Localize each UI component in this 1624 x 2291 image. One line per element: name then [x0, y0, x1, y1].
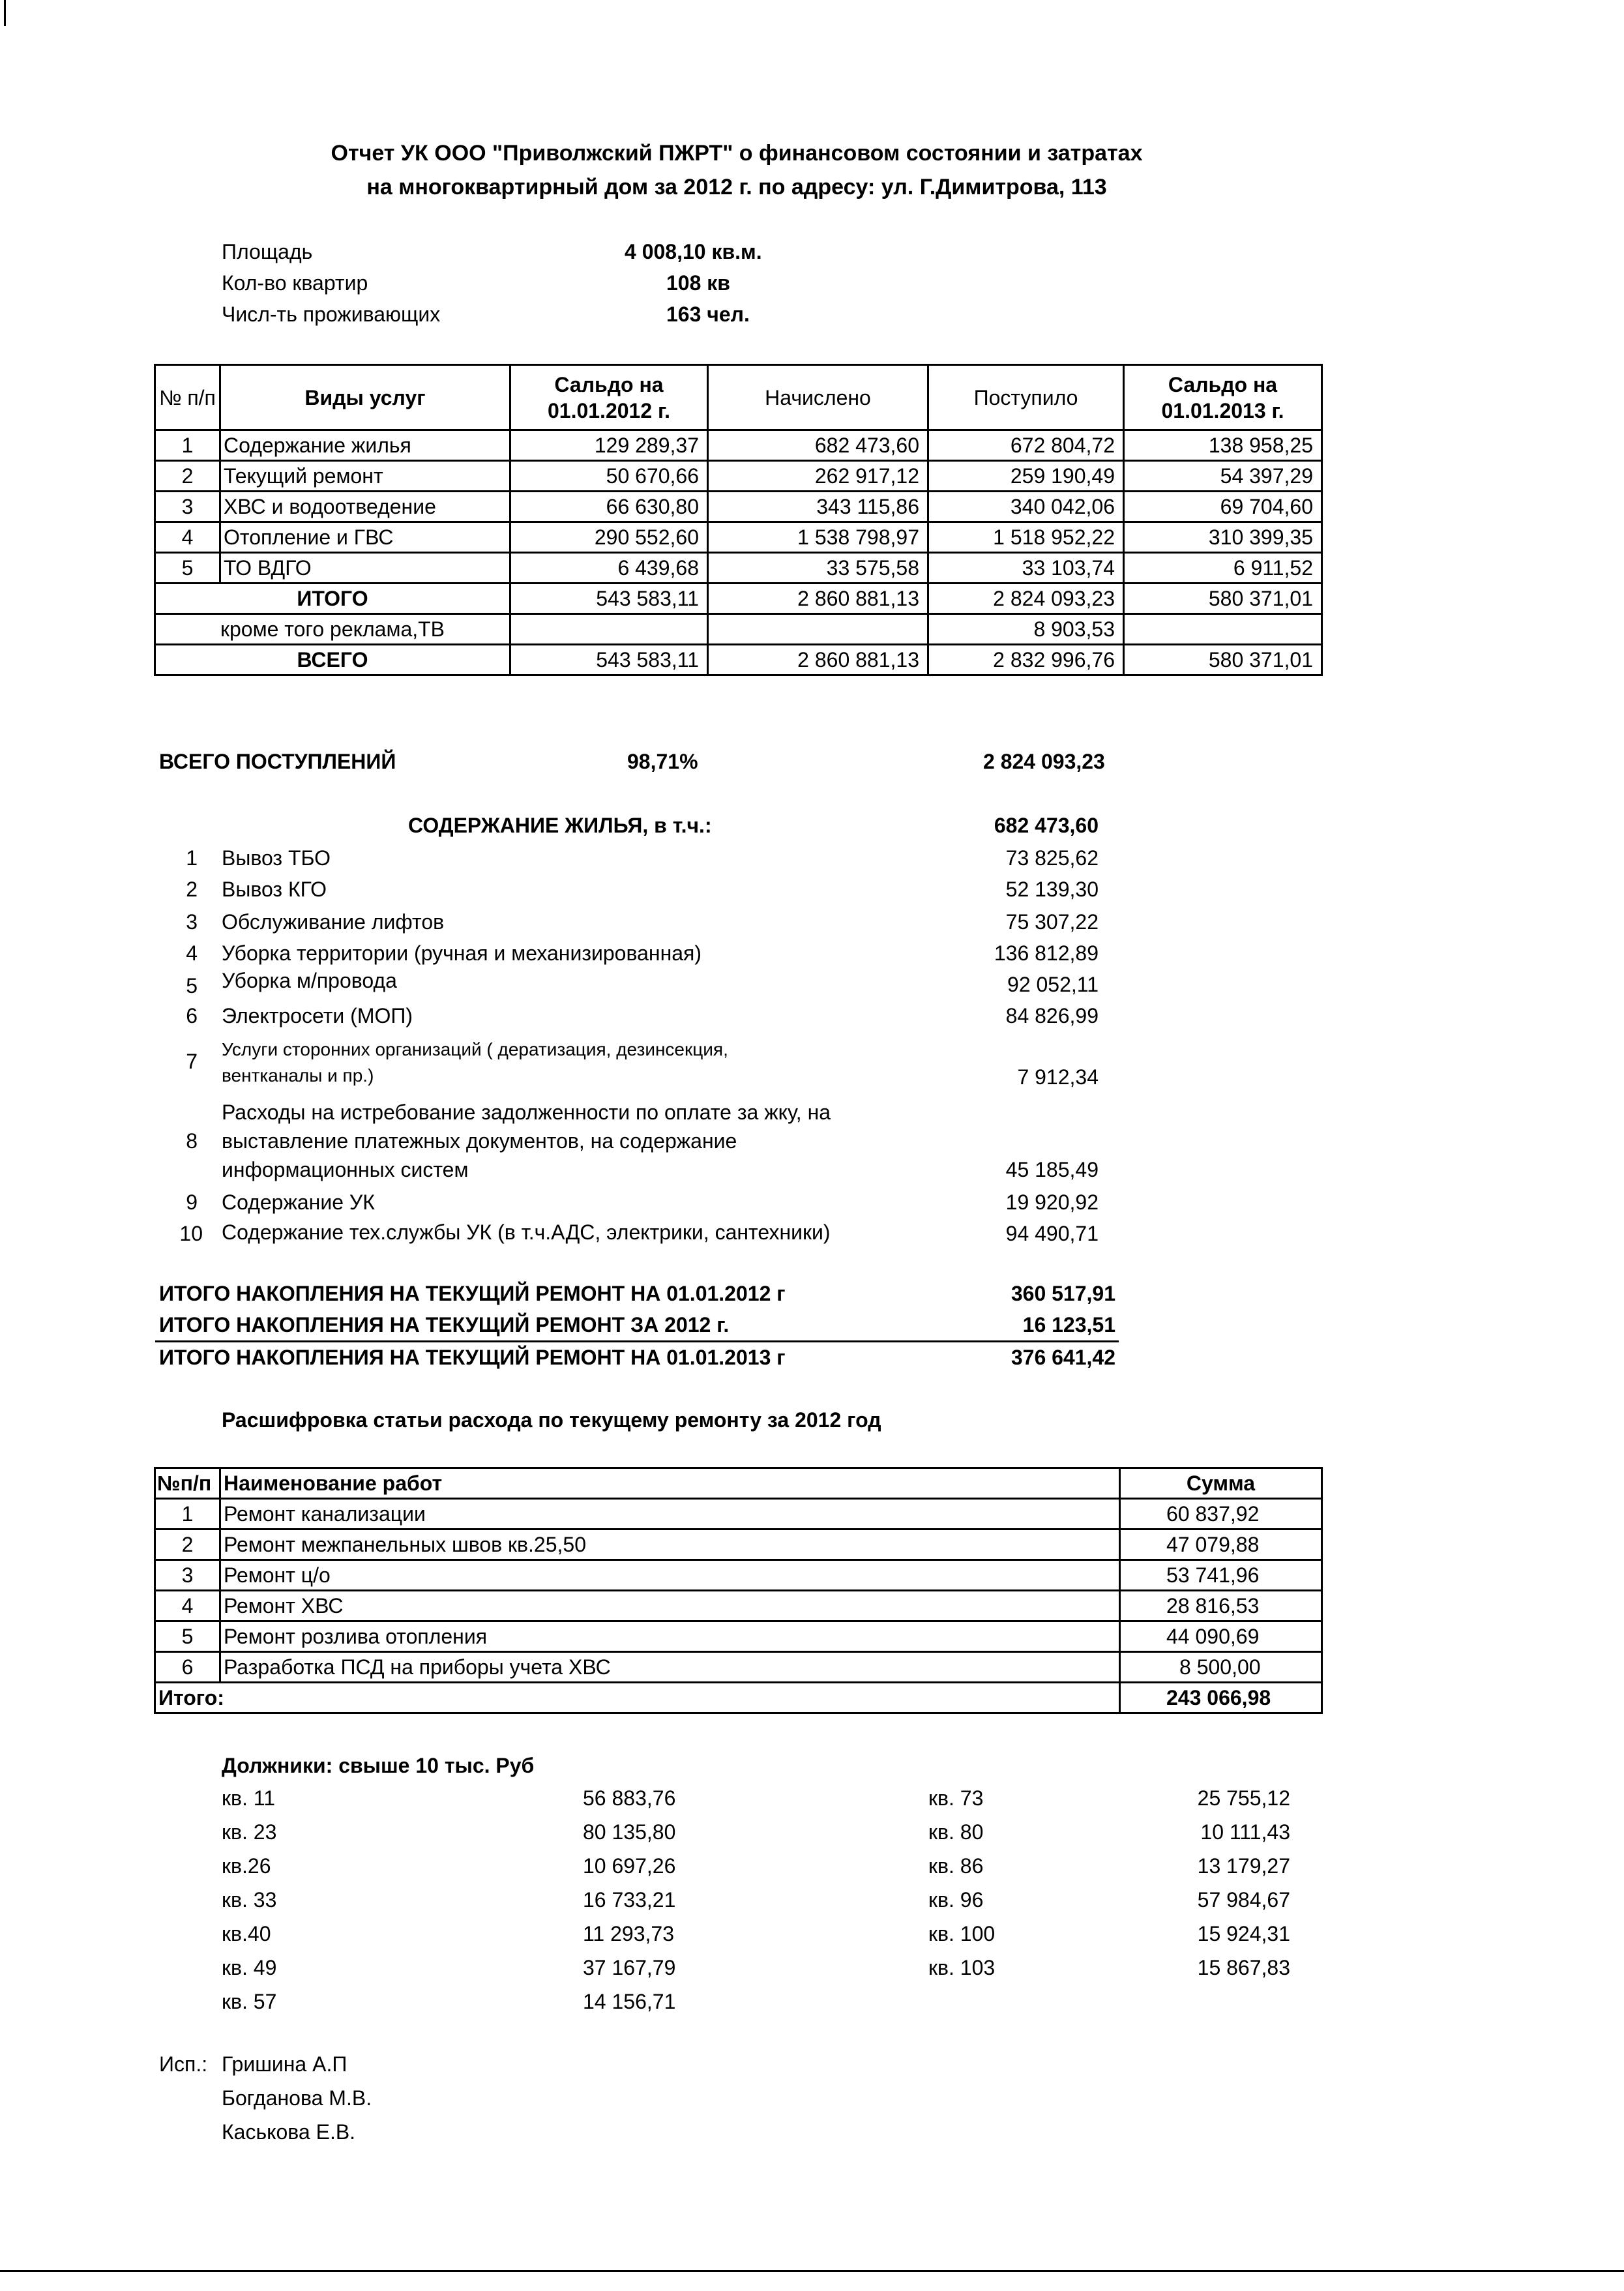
grand-total-row [155, 645, 1322, 675]
repair-row-name: Ремонт ХВС [220, 1591, 1120, 1621]
repair-row-name: Ремонт межпанельных швов кв.25,50 [220, 1530, 1120, 1560]
repair-row-num: 4 [155, 1591, 220, 1621]
debtor-apt: кв. 103 [928, 1956, 996, 1979]
maintenance-item-label: Услуги сторонних организаций ( дератизация, дезинсекция, [222, 1039, 728, 1059]
maintenance-item-num: 5 [186, 974, 198, 998]
row-saldo-end: 138 958,25 [1124, 430, 1322, 461]
maintenance-item-label-cont: информационных систем [222, 1158, 469, 1181]
maintenance-item-amount: 45 185,49 [1005, 1158, 1099, 1181]
debtor-amount: 57 984,67 [1197, 1888, 1290, 1912]
maintenance-item-label: Расходы на истребование задолженности по оплате за жку, на [222, 1101, 831, 1124]
header-charged: Начислено [708, 365, 928, 430]
maintenance-item-label: Вывоз КГО [222, 878, 327, 901]
info-residents-value: 163 чел. [666, 303, 750, 326]
debtor-apt: кв. 11 [222, 1786, 275, 1810]
debtor-amount: 14 156,71 [583, 1990, 676, 2013]
row-saldo-start: 129 289,37 [510, 430, 708, 461]
row-saldo-start: 50 670,66 [510, 461, 708, 492]
debtor-apt: кв. 100 [928, 1922, 996, 1945]
repair-total-row [155, 1683, 1322, 1713]
maintenance-item-amount: 75 307,22 [1005, 910, 1099, 934]
total-saldo-end: 580 371,01 [1124, 584, 1322, 614]
debtor-amount: 15 867,83 [1197, 1956, 1290, 1979]
repair-row-name: Ремонт розлива отопления [220, 1621, 1120, 1652]
debtor-amount: 56 883,76 [583, 1786, 676, 1810]
maintenance-item-num: 7 [186, 1050, 198, 1073]
maintenance-item-label: Вывоз ТБО [222, 846, 331, 870]
repair-header-sum: Сумма [1120, 1468, 1322, 1499]
maintenance-item-amount: 52 139,30 [1005, 878, 1099, 901]
debtor-apt: кв. 23 [222, 1820, 277, 1844]
total-saldo-start: 543 583,11 [510, 584, 708, 614]
repair-row-name: Ремонт канализации [220, 1499, 1120, 1530]
repair-row-name: Разработка ПСД на приборы учета ХВС [220, 1652, 1120, 1683]
row-received: 33 103,74 [928, 553, 1124, 584]
maintenance-heading: СОДЕРЖАНИЕ ЖИЛЬЯ, в т.ч.: [408, 814, 712, 837]
debtor-apt: кв. 86 [928, 1854, 984, 1878]
extra-label: кроме того реклама,ТВ [155, 614, 510, 645]
header-saldo-end: Сальдо на 01.01.2013 г. [1124, 365, 1322, 430]
table-row [155, 1591, 1322, 1621]
repair-row-name: Ремонт ц/о [220, 1560, 1120, 1591]
table-row [155, 1499, 1322, 1530]
maintenance-item-num: 4 [186, 941, 198, 965]
info-area-label: Площадь [222, 240, 313, 263]
repair-row-num: 2 [155, 1530, 220, 1560]
info-area-value: 4 008,10 кв.м. [625, 240, 762, 263]
maintenance-item-amount: 73 825,62 [1005, 846, 1099, 870]
extra-row [155, 614, 1322, 645]
executor-name: Богданова М.В. [222, 2086, 372, 2110]
debtor-apt: кв. 33 [222, 1888, 277, 1912]
maintenance-item-label: Уборка м/провода [222, 969, 397, 992]
grand-saldo-end: 580 371,01 [1124, 645, 1322, 675]
maintenance-heading-amount: 682 473,60 [994, 814, 1099, 837]
maintenance-item-num: 6 [186, 1004, 198, 1027]
report-title-line1: Отчет УК ООО "Приволжский ПЖРТ" о финансовом состоянии и затратах [331, 141, 1143, 166]
accumulation-amount: 16 123,51 [1022, 1313, 1115, 1337]
maintenance-item-label-cont: вентканалы и пр.) [222, 1065, 374, 1086]
repair-row-num: 3 [155, 1560, 220, 1591]
repair-heading: Расшифровка статьи расхода по текущему ремонту за 2012 год [222, 1408, 881, 1432]
total-charged: 2 860 881,13 [708, 584, 928, 614]
table-row [155, 1621, 1322, 1652]
maintenance-item-num: 1 [186, 846, 198, 870]
maintenance-item-label: Содержание УК [222, 1190, 375, 1214]
info-apartments-label: Кол-во квартир [222, 271, 368, 295]
header-service: Виды услуг [220, 365, 510, 430]
header-num: № п/п [155, 365, 220, 430]
table-row [155, 522, 1322, 553]
row-received: 259 190,49 [928, 461, 1124, 492]
row-saldo-end: 54 397,29 [1124, 461, 1322, 492]
table-row [155, 1560, 1322, 1591]
row-charged: 1 538 798,97 [708, 522, 928, 553]
extra-charged [708, 614, 928, 645]
row-saldo-start: 6 439,68 [510, 553, 708, 584]
repair-header-name: Наименование работ [220, 1468, 1120, 1499]
accumulation-amount: 360 517,91 [1011, 1282, 1115, 1305]
debtor-amount: 37 167,79 [583, 1956, 676, 1979]
maintenance-item-label: Обслуживание лифтов [222, 910, 445, 934]
receipts-label: ВСЕГО ПОСТУПЛЕНИЙ [159, 750, 396, 773]
repair-total-label: Итого: [155, 1683, 1120, 1713]
repair-row-num: 6 [155, 1652, 220, 1683]
receipts-amount: 2 824 093,23 [983, 750, 1105, 773]
info-residents-label: Числ-ть проживающих [222, 303, 441, 326]
debtor-apt: кв.40 [222, 1922, 271, 1945]
debtor-apt: кв. 96 [928, 1888, 984, 1912]
repair-header-num: №п/п [155, 1468, 220, 1499]
extra-saldo-end [1124, 614, 1322, 645]
row-charged: 262 917,12 [708, 461, 928, 492]
row-saldo-start: 290 552,60 [510, 522, 708, 553]
repair-header-row [155, 1468, 1322, 1499]
maintenance-item-amount: 136 812,89 [994, 941, 1099, 965]
debtor-amount: 13 179,27 [1197, 1854, 1290, 1878]
repair-total-sum: 243 066,98 [1120, 1683, 1322, 1713]
grand-charged: 2 860 881,13 [708, 645, 928, 675]
maintenance-item-num: 2 [186, 878, 198, 901]
accumulation-underline [155, 1340, 1119, 1342]
debtor-amount: 11 293,73 [583, 1922, 674, 1945]
maintenance-item-num: 3 [186, 910, 198, 934]
table-row [155, 1530, 1322, 1560]
receipts-percent: 98,71% [627, 750, 698, 773]
maintenance-item-label: Уборка территории (ручная и механизированная) [222, 941, 702, 965]
table-row [155, 430, 1322, 461]
accumulation-label: ИТОГО НАКОПЛЕНИЯ НА ТЕКУЩИЙ РЕМОНТ ЗА 2012 г. [159, 1313, 730, 1337]
debtor-amount: 80 135,80 [583, 1820, 676, 1844]
row-service: ТО ВДГО [220, 553, 510, 584]
executor-name: Гришина А.П [222, 2052, 347, 2076]
row-saldo-end: 6 911,52 [1124, 553, 1322, 584]
services-table [154, 364, 1323, 676]
debtor-amount: 10 111,43 [1200, 1820, 1290, 1844]
row-service: ХВС и водоотведение [220, 492, 510, 522]
maintenance-item-amount: 7 912,34 [1017, 1065, 1099, 1089]
maintenance-item-label: Содержание тех.службы УК (в т.ч.АДС, электрики, сантехники) [222, 1220, 831, 1244]
info-apartments-value: 108 кв [666, 271, 730, 295]
debtor-apt: кв. 49 [222, 1956, 277, 1979]
debtor-apt: кв. 73 [928, 1786, 984, 1810]
table-row [155, 553, 1322, 584]
accumulation-label: ИТОГО НАКОПЛЕНИЯ НА ТЕКУЩИЙ РЕМОНТ НА 01.01.2012 г [159, 1282, 786, 1305]
accumulation-label: ИТОГО НАКОПЛЕНИЯ НА ТЕКУЩИЙ РЕМОНТ НА 01.01.2013 г [159, 1346, 786, 1369]
maintenance-item-label: Электросети (МОП) [222, 1004, 413, 1027]
row-num: 2 [155, 461, 220, 492]
debtors-heading: Должники: свыше 10 тыс. Руб [222, 1754, 535, 1777]
debtor-amount: 16 733,21 [583, 1888, 676, 1912]
scan-edge-bottom [0, 2270, 1624, 2272]
accumulation-amount: 376 641,42 [1011, 1346, 1115, 1369]
table-row [155, 1652, 1322, 1683]
maintenance-item-amount: 84 826,99 [1005, 1004, 1099, 1027]
row-service: Содержание жилья [220, 430, 510, 461]
repair-row-sum: 53 741,96 [1120, 1560, 1322, 1591]
debtor-apt: кв.26 [222, 1854, 271, 1878]
row-saldo-end: 310 399,35 [1124, 522, 1322, 553]
grand-saldo-start: 543 583,11 [510, 645, 708, 675]
debtor-amount: 25 755,12 [1197, 1786, 1290, 1810]
repair-row-sum: 44 090,69 [1120, 1621, 1322, 1652]
table-row [155, 461, 1322, 492]
row-num: 4 [155, 522, 220, 553]
row-num: 5 [155, 553, 220, 584]
report-title-line2: на многоквартирный дом за 2012 г. по адресу: ул. Г.Димитрова, 113 [366, 175, 1107, 200]
maintenance-item-label-cont: выставление платежных документов, на содержание [222, 1129, 737, 1153]
row-received: 1 518 952,22 [928, 522, 1124, 553]
row-charged: 33 575,58 [708, 553, 928, 584]
maintenance-item-amount: 92 052,11 [1007, 973, 1099, 996]
row-service: Отопление и ГВС [220, 522, 510, 553]
grand-label: ВСЕГО [155, 645, 510, 675]
executor-name: Каськова Е.В. [222, 2120, 356, 2144]
total-row [155, 584, 1322, 614]
repair-row-sum: 60 837,92 [1120, 1499, 1322, 1530]
repair-row-num: 1 [155, 1499, 220, 1530]
repair-row-sum: 28 816,53 [1120, 1591, 1322, 1621]
repair-table [154, 1467, 1323, 1714]
row-num: 1 [155, 430, 220, 461]
row-saldo-end: 69 704,60 [1124, 492, 1322, 522]
repair-row-sum: 47 079,88 [1120, 1530, 1322, 1560]
table-row [155, 492, 1322, 522]
row-service: Текущий ремонт [220, 461, 510, 492]
debtor-amount: 10 697,26 [583, 1854, 676, 1878]
maintenance-item-num: 9 [186, 1190, 198, 1214]
row-saldo-start: 66 630,80 [510, 492, 708, 522]
repair-row-sum: 8 500,00 [1120, 1652, 1322, 1683]
grand-received: 2 832 996,76 [928, 645, 1124, 675]
services-header-row [155, 365, 1322, 430]
maintenance-item-num: 10 [179, 1222, 203, 1245]
debtor-apt: кв. 57 [222, 1990, 277, 2013]
debtor-apt: кв. 80 [928, 1820, 984, 1844]
header-received: Поступило [928, 365, 1124, 430]
maintenance-item-num: 8 [186, 1129, 198, 1153]
total-received: 2 824 093,23 [928, 584, 1124, 614]
row-received: 672 804,72 [928, 430, 1124, 461]
repair-row-num: 5 [155, 1621, 220, 1652]
extra-saldo-start [510, 614, 708, 645]
maintenance-item-amount: 94 490,71 [1005, 1222, 1099, 1245]
total-label: ИТОГО [155, 584, 510, 614]
extra-received: 8 903,53 [928, 614, 1124, 645]
row-num: 3 [155, 492, 220, 522]
scan-edge-left [4, 0, 6, 26]
row-charged: 682 473,60 [708, 430, 928, 461]
executors-label: Исп.: [159, 2052, 208, 2076]
row-received: 340 042,06 [928, 492, 1124, 522]
row-charged: 343 115,86 [708, 492, 928, 522]
maintenance-item-amount: 19 920,92 [1005, 1190, 1099, 1214]
debtor-amount: 15 924,31 [1197, 1922, 1290, 1945]
header-saldo-start: Сальдо на 01.01.2012 г. [510, 365, 708, 430]
